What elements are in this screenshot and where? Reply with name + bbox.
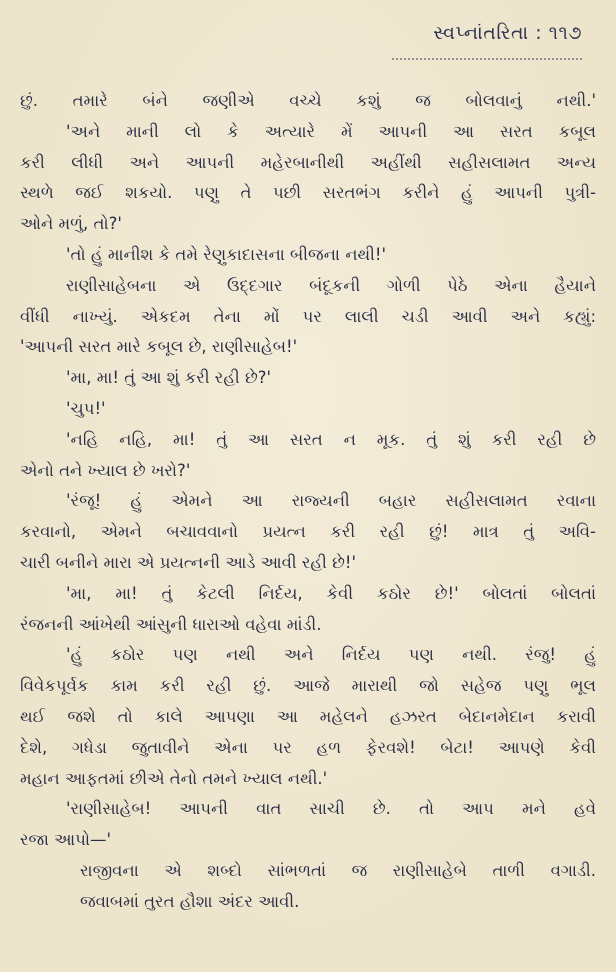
text-line: કરી લીધી અને આપની મહેરબાનીથી અહીંથી સહીસલામત અન્ય (20, 152, 596, 172)
text-line: કરવાનો, એમને બચાવવાનો પ્રયત્ન કરી રહી છું! માત્ર તું અવિ- (20, 522, 596, 542)
text-line: 'નહિ નહિ, મા! તું આ સરત ન મૂક. તું શું કરી રહી છે (66, 429, 596, 449)
text-line: રાણીસાહેબના એ ઉદ્દગાર બંદૂકની ગોળી પેઠે એના હૈયાને (66, 275, 596, 295)
text-line: જવાબમાં તુરત હૌશા અંદર આવી. (80, 891, 300, 911)
text-line: વીંધી નાખ્યું. એકદમ તેના મોં પર લાલી ચડી આવી અને કહ્યું: (20, 306, 596, 326)
text-line: થઈ જશે તો કાલે આપણા આ મહેલને હઝરત બેદાનમેદાન કરાવી (20, 706, 596, 726)
text-line: 'ચુપ!' (66, 398, 106, 418)
text-line: મહાન આફતમાં છીએ તેનો તમને ખ્યાલ નથી.' (20, 768, 328, 788)
text-line: 'હું કઠોર પણ નથી અને નિર્દય પણ નથી. રંજુ! હું (66, 645, 596, 665)
text-line: 'આપની સરત મારે કબૂલ છે, રાણીસાહેબ!' (20, 337, 298, 357)
text-line: દેશે, ગધેડા જુતાવીને એના પર હળ ફેરવશે! બેટા! આપણે કેવી (20, 737, 596, 757)
text-line: ઓને મળું, તો?' (20, 214, 122, 234)
text-line: રજા આપો—' (20, 830, 112, 850)
text-line: ચારી બનીને મારા એ પ્રયત્નની આડે આવી રહી છે!' (20, 552, 357, 572)
running-header: સ્વપ્નાંતરિતા : ૧૧૭ (433, 22, 582, 44)
text-line: 'મા, મા! તું કેટલી નિર્દય, કેવી કઠોર છે!' બોલતાં બોલતાં (66, 583, 596, 603)
page-body (20, 86, 596, 918)
text-line: 'રાણીસાહેબ! આપની વાત સાચી છે. તો આપ મને હવે (66, 799, 596, 819)
text-line: સ્થળે જઈ શકયો. પણુ તે પછી સરતભંગ કરીને હું આપની પુત્રી- (20, 183, 596, 203)
text-line: છું. તમારે બંને જણીએ વચ્ચે કશું જ બોલવાનું નથી.' (20, 91, 596, 110)
text-line: 'અને માની લો કે અત્યારે મેં આપની આ સરત કબૂલ (66, 121, 596, 141)
text-line: રંજનની આંખેથી આંસુની ધારાઓ વહેવા માંડી. (20, 614, 322, 634)
text-line: 'તો હું માનીશ કે તમે રેણુકાદાસના બીજના નથી!' (66, 244, 387, 264)
text-line: વિવેકપૂર્વક કામ કરી રહી છું. આજે મારાથી જો સહેજ પણુ ભૂલ (20, 676, 596, 696)
header-underline (392, 58, 582, 62)
text-line: રાજીવના એ શબ્દો સાંભળતાં જ રાણીસાહેબે તાળી વગાડી. (80, 860, 596, 880)
text-line: 'મા, મા! તું આ શું કરી રહી છે?' (66, 368, 272, 388)
text-line: એનો તને ખ્યાલ છે ખરો?' (20, 460, 191, 480)
text-line: 'રંજૂ! હું એમને આ રાજ્યની બહાર સહીસલામત રવાના (66, 491, 596, 511)
